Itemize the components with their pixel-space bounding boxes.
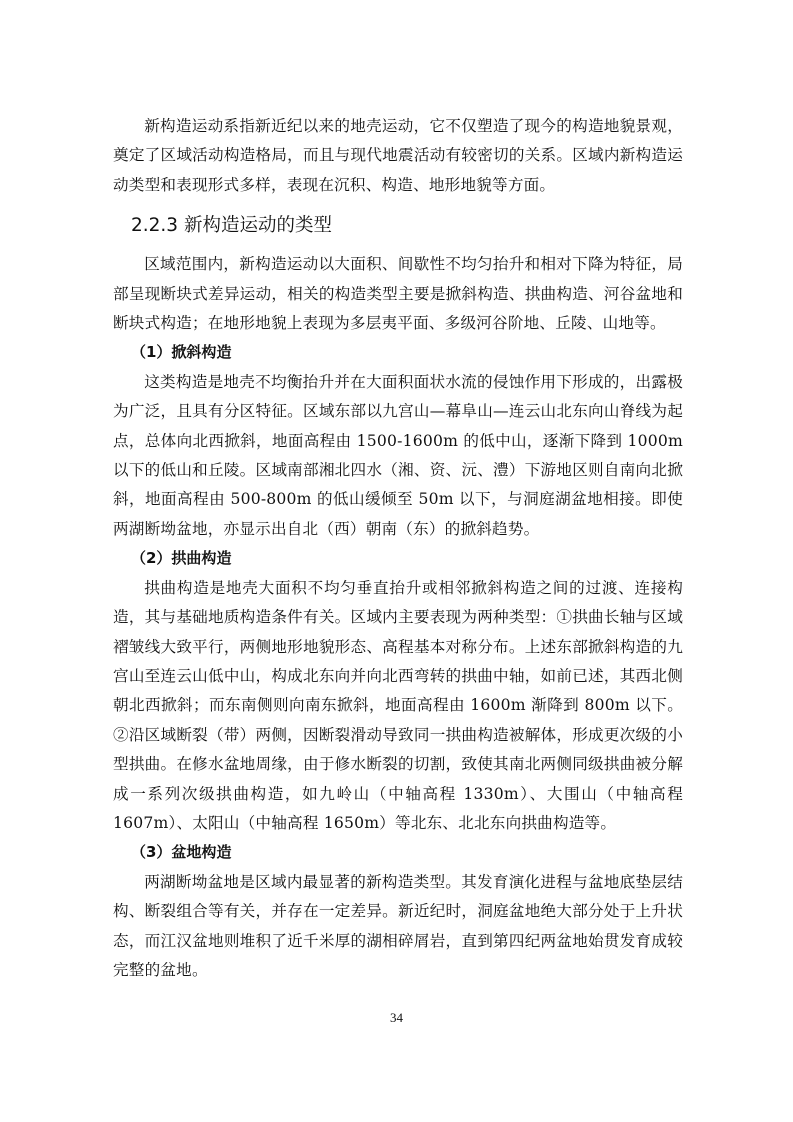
page-number: 34 — [390, 1010, 403, 1025]
subsection-text-arching: 拱曲构造是地壳大面积不均匀垂直抬升或相邻掀斜构造之间的过渡、连接构造，其与基础地质构造条件有关。区域内主要表现为两种类型：①拱曲长轴与区域褶皱线大致平行，两侧地形地貌形态、高程基本对称分布。上述东部掀斜构造的九宫山至连云山低中山，构成北东向并向北西弯转的拱曲中轴，如前已述，其西北侧朝北西掀斜；而东南侧则向南东掀斜，地面高程由 1600m 渐降到 800m 以下。②沿区域断裂（带）两侧，因断裂滑动导致同一拱曲构造被解体，形成更次级的小型拱曲。在修水盆地周缘，由于修水断裂的切割，致使其南北两侧同级拱曲被分解成一系列次级拱曲构造，如九岭山（中轴高程 1330m）、大围山（中轴高程 1607m）、太阳山（中轴高程 1650m）等北东、北北东向拱曲构造等。 — [113, 578, 683, 832]
intro-paragraph: 新构造运动系指新近纪以来的地壳运动，它不仅塑造了现今的构造地貌景观，奠定了区域活动构造格局，而且与现代地震活动有较密切的关系。区域内新构造运动类型和表现形式多样，表现在沉积、构造、地形地貌等方面。 — [113, 117, 683, 194]
subsection-text-tilting: 这类构造是地壳不均衡抬升并在大面积面状水流的侵蚀作用下形成的，出露极为广泛，且具有分区特征。区域东部以九宫山—幕阜山—连云山北东向山脊线为起点，总体向北西掀斜，地面高程由 1500-1600m 的低中山，逐渐下降到 1000m 以下的低山和丘陵。区域南部湘北四水（湘、资、沅、澧）下游地区则自南向北掀斜，地面高程由 500-800m 的低山缓倾至 50m 以下，与洞庭湖盆地相接。即使两湖断坳盆地，亦显示出自北（西）朝南（东）的掀斜趋势。 — [113, 372, 683, 538]
subsection-title-tilting: （1）掀斜构造 — [131, 343, 232, 362]
subsection-title-arching: （2）拱曲构造 — [131, 549, 232, 568]
subsection-title-basin: （3）盆地构造 — [131, 843, 232, 862]
subsection-text-basin: 两湖断坳盆地是区域内最显著的新构造类型。其发育演化进程与盆地底垫层结构、断裂组合等有关，并存在一定差异。新近纪时，洞庭盆地绝大部分处于上升状态，而江汉盆地则堆积了近千米厚的湖相碎屑岩，直到第四纪两盆地始贯发育成较完整的盆地。 — [113, 872, 683, 979]
section-intro-paragraph: 区域范围内，新构造运动以大面积、间歇性不均匀抬升和相对下降为特征，局部呈现断块式差异运动，相关的构造类型主要是掀斜构造、拱曲构造、河谷盆地和断块式构造；在地形地貌上表现为多层夷平面、多级河谷阶地、丘陵、山地等。 — [113, 255, 683, 333]
page-content — [113, 112, 683, 985]
section-heading: 2.2.3 新构造运动的类型 — [131, 215, 332, 237]
